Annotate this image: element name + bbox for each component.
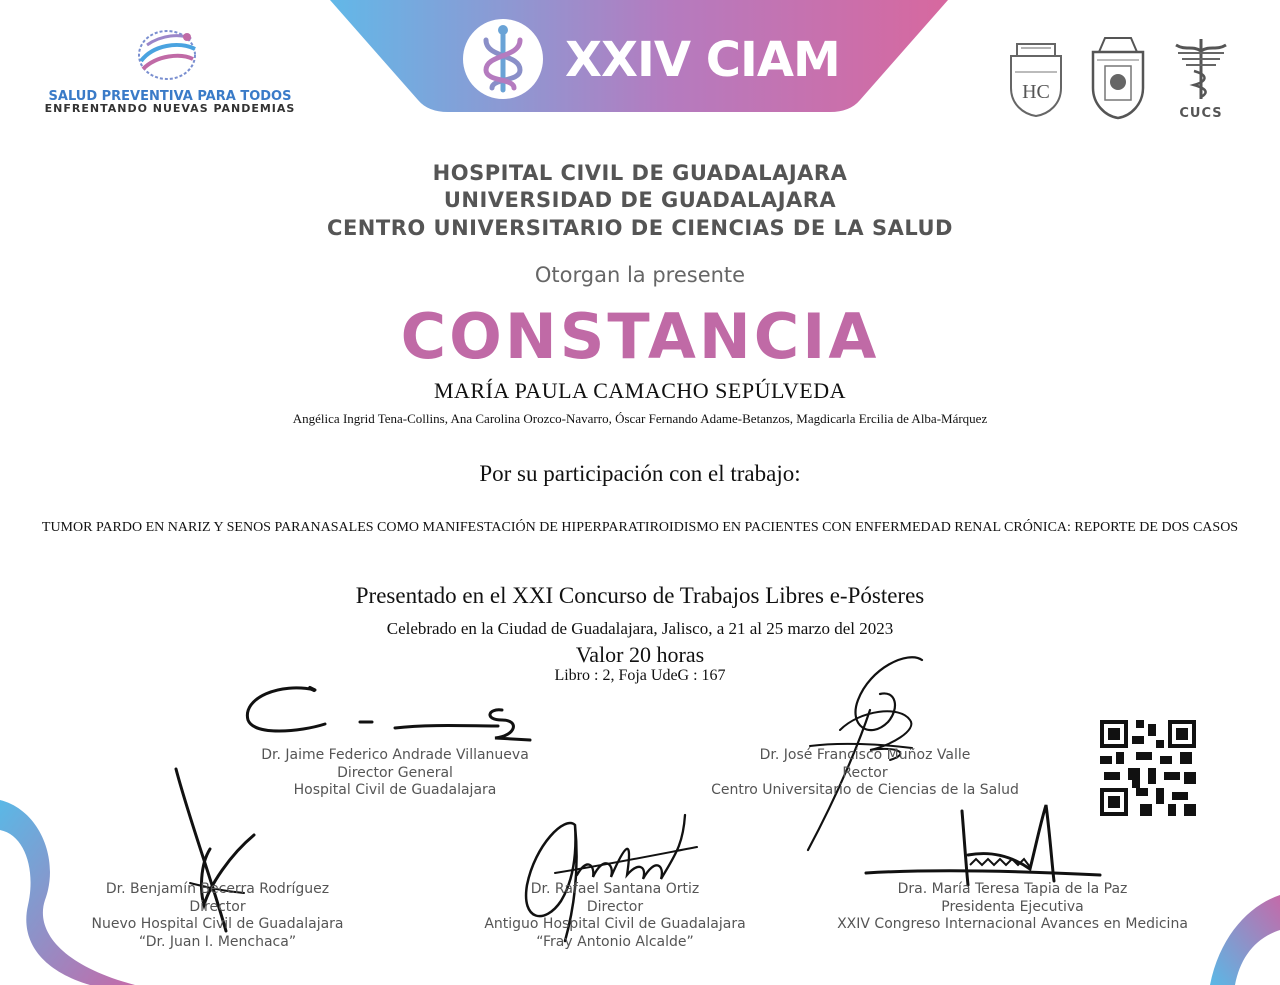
left-logo-slogan: SALUD PREVENTIVA PARA TODOS — [48, 89, 292, 104]
signatory-name: Dr. Benjamín Becerra Rodríguez — [105, 881, 330, 897]
institution-line-1: HOSPITAL CIVIL DE GUADALAJARA — [432, 161, 848, 185]
congress-title: XXIV CIAM — [565, 32, 840, 88]
signatory-role: Director General — [337, 764, 453, 781]
book-reference: Libro : 2, Foja UdeG : 167 — [554, 667, 726, 684]
cucs-logo — [1172, 35, 1230, 120]
signature-tapia — [860, 785, 1110, 895]
work-title: TUMOR PARDO EN NARIZ Y SENOS PARANASALES COMO MANIFESTACIÓN DE HIPERPARATIROIDISMO EN PACIENTES CON ENFERMEDAD RENAL CRÓNICA: REPORTE DE DOS CASOS — [41, 520, 1239, 535]
signatory-santana — [460, 881, 770, 951]
institution-line-2: UNIVERSIDAD DE GUADALAJARA — [443, 188, 837, 212]
signatory-org: Centro Universitario de Ciencias de la Salud — [711, 782, 1019, 798]
hcg-crest-logo — [1005, 38, 1067, 118]
qr-code-icon — [1100, 720, 1196, 816]
signatory-org-subtitle: “Fray Antonio Alcalde” — [536, 933, 694, 950]
signatory-role: Director — [586, 898, 644, 915]
signatory-name: Dr. José Francisco Muñoz Valle — [759, 747, 971, 763]
signatory-andrade — [225, 747, 565, 800]
signatory-tapia — [820, 881, 1205, 934]
signatory-org: Nuevo Hospital Civil de Guadalajara — [91, 916, 344, 932]
caduceus-logo — [462, 18, 544, 100]
signatory-name: Dra. María Teresa Tapia de la Paz — [897, 881, 1128, 897]
participation-text: Por su participación con el trabajo: — [479, 461, 801, 486]
left-logo-subslogan: ENFRENTANDO NUEVAS PANDEMIAS — [44, 102, 296, 115]
signatory-org: XXIV Congreso Internacional Avances en Medicina — [837, 916, 1188, 932]
signatory-munoz — [680, 747, 1050, 800]
certificate-title: CONSTANCIA — [400, 300, 880, 373]
institution-line-3: CENTRO UNIVERSITARIO DE CIENCIAS DE LA SALUD — [327, 216, 953, 240]
recipient-name: MARÍA PAULA CAMACHO SEPÚLVEDA — [433, 378, 846, 403]
signature-andrade — [240, 680, 540, 750]
signatory-org: Antiguo Hospital Civil de Guadalajara — [484, 916, 746, 932]
presented-text: Presentado en el XXI Concurso de Trabajos Libres e-Pósteres — [355, 583, 925, 608]
hours-value: Valor 20 horas — [575, 642, 705, 667]
signatory-org-subtitle: “Dr. Juan I. Menchaca” — [138, 933, 297, 950]
otorgan-text: Otorgan la presente — [534, 263, 746, 287]
signatory-role: Director — [189, 898, 246, 915]
hc-label: HC — [1022, 81, 1050, 103]
signatory-role: Presidenta Ejecutiva — [941, 898, 1084, 915]
signatory-name: Dr. Jaime Federico Andrade Villanueva — [261, 747, 529, 763]
cucs-label: CUCS — [1179, 106, 1223, 120]
signatory-org: Hospital Civil de Guadalajara — [293, 782, 497, 798]
udg-crest-logo — [1085, 32, 1151, 120]
celebrated-text: Celebrado en la Ciudad de Guadalajara, Jalisco, a 21 al 25 marzo del 2023 — [386, 619, 894, 638]
coauthors: Angélica Ingrid Tena-Collins, Ana Carolina Orozco-Navarro, Óscar Fernando Adame-Betanzos, Magdicarla Ercilia de Alba-Márquez — [292, 411, 988, 426]
globe-swirl-logo — [135, 25, 200, 83]
signatory-role: Rector — [842, 764, 888, 781]
signatory-name: Dr. Rafael Santana Ortiz — [530, 881, 700, 897]
signatory-becerra — [60, 881, 375, 951]
